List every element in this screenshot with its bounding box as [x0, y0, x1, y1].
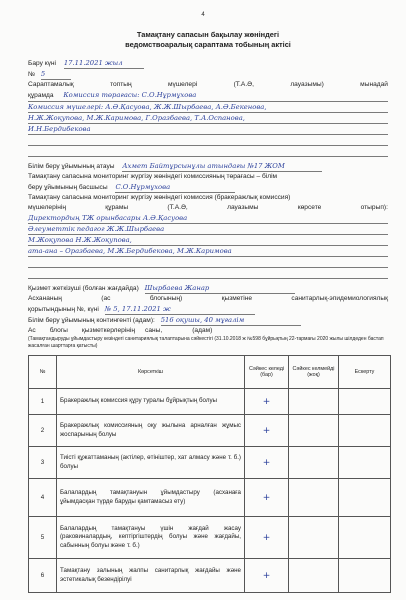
- date-label: Бару күні: [28, 60, 57, 67]
- row-number: 3: [29, 447, 57, 479]
- composition-line-4: И.Н.Бердибекова: [28, 124, 388, 135]
- row-indicator: Бракеражлық комиссия құру туралы бұйрықтың болуы: [57, 389, 245, 415]
- indicator-table: [28, 355, 391, 593]
- col-no-header: Сәйкес келмейді (жоқ): [289, 356, 339, 389]
- word: мүшелері: [168, 81, 198, 88]
- row-no-mark: [289, 479, 339, 517]
- contingent-label: Білім беру ұйымының контингенті (адам):: [28, 317, 155, 324]
- row-indicator: Тиісті құжаттаманың (актілер, өтініштер, хат алмасу және т. б.) болуы: [57, 447, 245, 479]
- col-note-header: Ескерту: [339, 356, 391, 389]
- rep-label: Қызмет жеткізуші (болған жағдайда): [28, 285, 139, 292]
- chair-value: С.О.Нұрмұхова: [115, 182, 235, 193]
- word: Асхананың: [28, 295, 62, 302]
- word: (ас: [101, 295, 111, 302]
- word: лауазымы): [290, 81, 324, 88]
- commission-row-2: [28, 203, 388, 213]
- staff-row: [28, 326, 388, 336]
- blank-line: [28, 135, 388, 146]
- composition-row: [28, 90, 388, 102]
- number-value: 5: [41, 69, 71, 80]
- row-yes-mark: +: [245, 447, 289, 479]
- word: лауазымы: [227, 204, 259, 211]
- blank-line: [28, 268, 388, 279]
- contingent-row: [28, 315, 388, 326]
- row-yes-mark: +: [245, 517, 289, 559]
- row-indicator: Бракеражлық комиссияның оқу жылына арналған жұмыс жоспарының болуы: [57, 415, 245, 447]
- row-no-mark: [289, 447, 339, 479]
- table-row: [29, 447, 391, 479]
- col-number-header: №: [29, 356, 57, 389]
- org-label: Білім беру ұйымының атауы: [28, 163, 115, 170]
- page-number: 4: [201, 12, 205, 18]
- act-number-row: [28, 69, 388, 80]
- word: (Т.А.Ә,: [233, 81, 254, 88]
- word: қызметкерлерінің: [81, 327, 136, 334]
- commission-line-4: ата-ана – Оразбаева, М.Ж.Бердибекова, М.Ж.Каримова: [28, 246, 388, 257]
- title-line-1: Тамақтану сапасын бақылау жөніндегі: [136, 30, 280, 39]
- org-name-row: [28, 161, 388, 172]
- sanitary-note: (Тамақтандыруды ұйымдастыру кезіндегі санитариялық талаптарына сәйкестігі (31.10.2018 ж №598 бұйрықтың 22-тармағы 2020 жылы шілдеден бастап жасалған шарттарға қатысты): [28, 336, 384, 349]
- row-number: 6: [29, 559, 57, 593]
- row-note: [339, 389, 391, 415]
- word: көрсете: [297, 204, 322, 211]
- word: отырып):: [360, 204, 388, 211]
- row-yes-mark: +: [245, 559, 289, 593]
- row-indicator: Тамақтану залының жалпы санитарлық жағдайы және эстетикалық безендірілуі: [57, 559, 245, 593]
- col-yes-header: Сәйкес келеді (бар): [245, 356, 289, 389]
- row-indicator: Балалардың тамақтануын ұйымдастыру (асханаға ұйымдасқан түрде баруды қамтамасыз ету): [57, 479, 245, 517]
- table-row: [29, 415, 391, 447]
- word: блогы: [49, 327, 68, 334]
- number-label: №: [28, 71, 36, 78]
- word: қызметіне: [221, 295, 253, 302]
- document-title: [28, 30, 388, 50]
- commission-line-2: Әлеуметтік педагог Ж.Ж.Шырбаева: [28, 224, 388, 235]
- word: Сараптамалық: [28, 81, 74, 88]
- row-note: [339, 559, 391, 593]
- row-no-mark: [289, 415, 339, 447]
- blank-line: [28, 146, 388, 157]
- table-row: [29, 479, 391, 517]
- word: (адам): [192, 327, 213, 334]
- col-indicator-header: Көрсеткіш: [57, 356, 245, 389]
- row-note: [339, 447, 391, 479]
- date-value: 17.11.2021 жыл: [64, 58, 144, 69]
- word: мынадай: [360, 81, 388, 88]
- table-header-row: [29, 356, 391, 389]
- canteen-row-2: [28, 304, 388, 315]
- visit-date-row: [28, 58, 388, 69]
- canteen-label: қорытындының №, күні: [28, 306, 99, 313]
- chair-row-1: Тамақтану сапасына мониторинг жүргізу жөніндегі комиссияның төрағасы – білім: [28, 173, 278, 180]
- commission-line-1: Директордың ТЖ орынбасары А.Ә.Қасуова: [28, 213, 388, 224]
- composition-label: құрамда: [28, 92, 54, 99]
- experts-row: [28, 80, 388, 90]
- word: Ас: [28, 327, 36, 334]
- composition-line-2: Комиссия мүшелері: А.Ә.Қасуова, Ж.Ж.Шырбаева, А.Ә.Бекенова,: [28, 102, 388, 113]
- row-no-mark: [289, 389, 339, 415]
- word: блогының): [149, 295, 183, 302]
- commission-row-1: Тамақтану сапасына мониторинг жүргізу жөніндегі комиссия (бракеражлық комиссия): [28, 194, 291, 201]
- table-row: [29, 559, 391, 593]
- chair-label: беру ұйымының басшысы: [28, 184, 108, 191]
- row-yes-mark: +: [245, 479, 289, 517]
- canteen-row-1: [28, 294, 388, 304]
- chair-row-2: [28, 182, 388, 193]
- row-number: 1: [29, 389, 57, 415]
- composition-line-1: Комиссия төрағасы: С.О.Нұрмұхова: [63, 91, 197, 99]
- representative-row: [28, 283, 388, 294]
- row-no-mark: [289, 517, 339, 559]
- row-number: 2: [29, 415, 57, 447]
- table-row: [29, 389, 391, 415]
- rep-value: Шырбаева Жанар: [145, 283, 295, 294]
- row-note: [339, 517, 391, 559]
- word: мүшелерінің: [28, 204, 66, 211]
- contingent-value: 516 оқушы, 40 мұғалім: [161, 315, 301, 326]
- word: санитарлық-эпидемиологиялық: [291, 295, 388, 302]
- row-number: 4: [29, 479, 57, 517]
- word: топтың: [110, 81, 132, 88]
- row-number: 5: [29, 517, 57, 559]
- commission-line-3: М.Жоқупова Н.Ж.Жоқупова,: [28, 235, 388, 246]
- title-line-2: ведомствоаралық сараптама тобының актісі: [125, 40, 291, 49]
- row-yes-mark: +: [245, 415, 289, 447]
- blank-line: [28, 257, 388, 268]
- table-row: [29, 517, 391, 559]
- row-yes-mark: +: [245, 389, 289, 415]
- org-value: Ахмет Байтұрсынұлы атындағы №17 ЖОМ: [122, 161, 322, 172]
- word: саны,: [145, 327, 163, 334]
- row-no-mark: [289, 559, 339, 593]
- row-note: [339, 479, 391, 517]
- word: (Т.А.Ә,: [167, 204, 188, 211]
- word: құрамы: [105, 204, 129, 211]
- row-indicator: Балалардың тамақтануы үшін жағдай жасау (раковиналардың, кептіргіштердің болуы және жағдайы, сабынның болуы және т. б.): [57, 517, 245, 559]
- canteen-value: № 5, 17.11.2021 ж: [105, 304, 255, 315]
- row-note: [339, 415, 391, 447]
- composition-line-3: Н.Ж.Жоқупова, М.Ж.Каримова, Г.Оразбаева, Т.А.Оспанова,: [28, 113, 388, 124]
